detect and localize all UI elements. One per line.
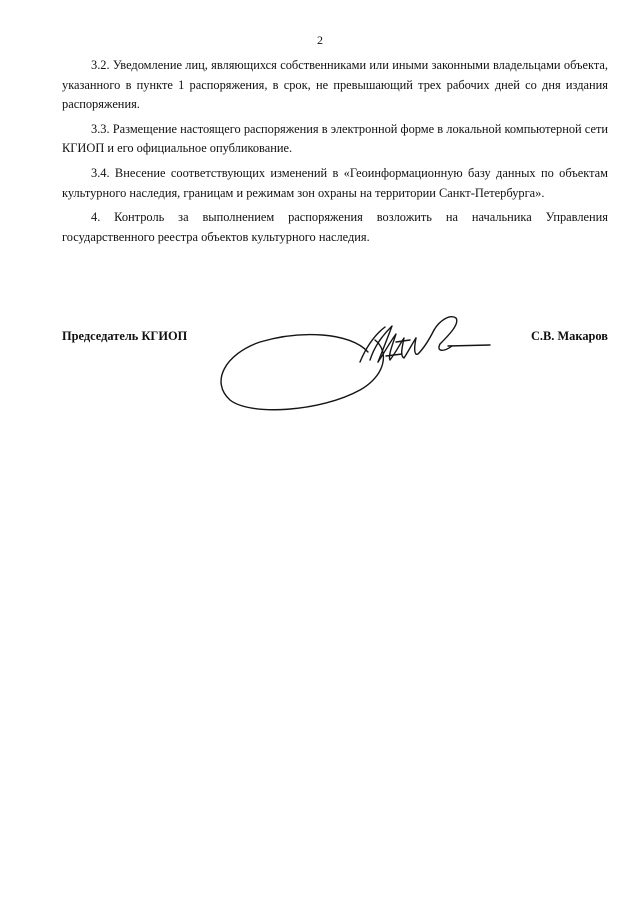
paragraph-3-2: 3.2. Уведомление лиц, являющихся собственниками или иными законными владельцами объекта, указанного в пункте 1 распоряжения, в срок, не превышающий трех рабочих дней со дня издания распоряжения. bbox=[62, 58, 608, 112]
page-number: 2 bbox=[317, 33, 323, 47]
document-body bbox=[62, 56, 608, 252]
paragraph-3-3: 3.3. Размещение настоящего распоряжения в электронной форме в локальной компьютерной сети КГИОП и его официальное опубликование. bbox=[62, 121, 608, 156]
signatory-name: С.В. Макаров bbox=[530, 329, 608, 343]
paragraph-4: 4. Контроль за выполнением распоряжения возложить на начальника Управления государственного реестра объектов культурного наследия. bbox=[62, 210, 608, 244]
signatory-title: Председатель КГИОП bbox=[62, 329, 188, 343]
paragraph-3-4: 3.4. Внесение соответствующих изменений в «Геоинформационную базу данных по объектам культурного наследия, границам и режимам зон охраны на территории Санкт-Петербурга». bbox=[62, 165, 608, 200]
handwritten-signature bbox=[210, 312, 500, 422]
